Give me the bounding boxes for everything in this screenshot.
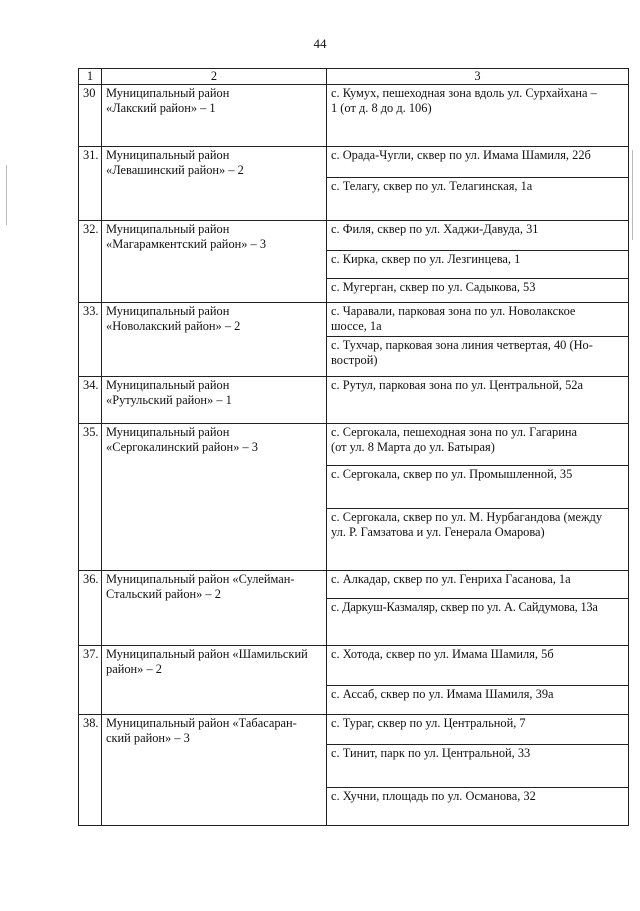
site-cell xyxy=(327,377,629,424)
table-row xyxy=(79,646,629,686)
municipality-line: «Сергокалинский район» – 3 xyxy=(106,440,258,454)
site-cell xyxy=(327,788,629,826)
row-number: 37. xyxy=(79,646,102,715)
municipality-line: «Левашинский район» – 2 xyxy=(106,163,244,177)
row-number: 30 xyxy=(79,85,102,147)
site-line: 1 (от д. 8 до д. 106) xyxy=(331,101,432,115)
municipality-cell xyxy=(102,646,327,715)
municipality-cell xyxy=(102,85,327,147)
municipality-cell xyxy=(102,571,327,646)
table-row xyxy=(79,147,629,178)
site-cell xyxy=(327,221,629,251)
municipality-line: Муниципальный район xyxy=(106,222,230,236)
site-cell xyxy=(327,599,629,646)
municipality-cell xyxy=(102,147,327,221)
site-cell xyxy=(327,745,629,788)
site-cell xyxy=(327,571,629,599)
municipality-line: Муниципальный район xyxy=(106,86,230,100)
table-header-row xyxy=(79,69,629,85)
site-cell xyxy=(327,337,629,377)
site-line: с. Хотода, сквер по ул. Имама Шамиля, 5б xyxy=(331,647,554,661)
municipality-line: Муниципальный район xyxy=(106,304,230,318)
header-col-1: 1 xyxy=(79,69,102,85)
site-cell xyxy=(327,466,629,509)
site-line: с. Мугерган, сквер по ул. Садыкова, 53 xyxy=(331,280,536,294)
scan-artifact xyxy=(6,165,7,225)
site-line: с. Кумух, пешеходная зона вдоль ул. Сурхайхана – xyxy=(331,86,597,100)
municipality-line: Стальский район» – 2 xyxy=(106,587,221,601)
table-row xyxy=(79,571,629,599)
table-row xyxy=(79,303,629,337)
table-row xyxy=(79,221,629,251)
row-number: 34. xyxy=(79,377,102,424)
site-cell xyxy=(327,85,629,147)
site-line: с. Тураг, сквер по ул. Центральной, 7 xyxy=(331,716,526,730)
municipality-cell xyxy=(102,303,327,377)
site-line: с. Орада-Чугли, сквер по ул. Имама Шамиля, 22б xyxy=(331,148,591,162)
municipality-line: Муниципальный район xyxy=(106,425,230,439)
header-col-2: 2 xyxy=(102,69,327,85)
site-cell xyxy=(327,251,629,279)
site-line: шоссе, 1а xyxy=(331,319,382,333)
site-line: ул. Р. Гамзатова и ул. Генерала Омарова) xyxy=(331,525,545,539)
site-line: (от ул. 8 Марта до ул. Батырая) xyxy=(331,440,495,454)
site-line: с. Кирка, сквер по ул. Лезгинцева, 1 xyxy=(331,252,521,266)
site-line: с. Тинит, парк по ул. Центральной, 33 xyxy=(331,746,531,760)
municipality-line: «Магарамкентский район» – 3 xyxy=(106,237,267,251)
registry-table xyxy=(78,68,629,826)
site-line: с. Сергокала, сквер по ул. М. Нурбагандова (между xyxy=(331,510,603,524)
site-cell xyxy=(327,178,629,221)
site-line: с. Сергокала, сквер по ул. Промышленной, 35 xyxy=(331,467,573,481)
table-row xyxy=(79,85,629,147)
municipality-line: Муниципальный район xyxy=(106,148,230,162)
site-cell xyxy=(327,303,629,337)
page-number: 44 xyxy=(313,36,327,51)
municipality-line: район» – 2 xyxy=(106,662,162,676)
row-number: 32. xyxy=(79,221,102,303)
site-cell xyxy=(327,279,629,303)
row-number: 31. xyxy=(79,147,102,221)
site-line: с. Даркуш-Казмаляр, сквер по ул. А. Сайдумова, 13а xyxy=(331,600,598,614)
site-cell xyxy=(327,147,629,178)
site-line: с. Алкадар, сквер по ул. Генриха Гасанова, 1а xyxy=(331,572,571,586)
table-row xyxy=(79,377,629,424)
site-cell xyxy=(327,509,629,571)
municipality-cell xyxy=(102,221,327,303)
municipality-line: Муниципальный район «Сулейман- xyxy=(106,572,295,586)
municipality-cell xyxy=(102,715,327,826)
row-number: 38. xyxy=(79,715,102,826)
site-cell xyxy=(327,715,629,745)
site-line: с. Ассаб, сквер по ул. Имама Шамиля, 39а xyxy=(331,687,554,701)
municipality-line: Муниципальный район «Табасаран- xyxy=(106,716,297,730)
municipality-cell xyxy=(102,424,327,571)
site-line: с. Телагу, сквер по ул. Телагинская, 1а xyxy=(331,179,533,193)
site-line: с. Чаравали, парковая зона по ул. Новолакское xyxy=(331,304,576,318)
header-col-3: 3 xyxy=(327,69,629,85)
site-line: с. Сергокала, пешеходная зона по ул. Гагарина xyxy=(331,425,577,439)
site-line: с. Рутул, парковая зона по ул. Центральной, 52а xyxy=(331,378,583,392)
site-line: с. Тухчар, парковая зона линия четвертая, 40 (Но- xyxy=(331,338,593,352)
municipality-line: «Новолакский район» – 2 xyxy=(106,319,241,333)
row-number: 36. xyxy=(79,571,102,646)
site-line: вострой) xyxy=(331,353,378,367)
scan-artifact xyxy=(632,150,633,240)
site-cell xyxy=(327,424,629,466)
table-row xyxy=(79,715,629,745)
municipality-line: Муниципальный район xyxy=(106,378,230,392)
municipality-line: ский район» – 3 xyxy=(106,731,190,745)
site-line: с. Хучни, площадь по ул. Османова, 32 xyxy=(331,789,536,803)
municipality-line: Муниципальный район «Шамильский xyxy=(106,647,308,661)
row-number: 35. xyxy=(79,424,102,571)
row-number: 33. xyxy=(79,303,102,377)
municipality-line: «Рутульский район» – 1 xyxy=(106,393,232,407)
municipality-line: «Лакский район» – 1 xyxy=(106,101,216,115)
table-row xyxy=(79,424,629,466)
site-cell xyxy=(327,646,629,686)
site-line: с. Филя, сквер по ул. Хаджи-Давуда, 31 xyxy=(331,222,539,236)
municipality-cell xyxy=(102,377,327,424)
site-cell xyxy=(327,686,629,715)
